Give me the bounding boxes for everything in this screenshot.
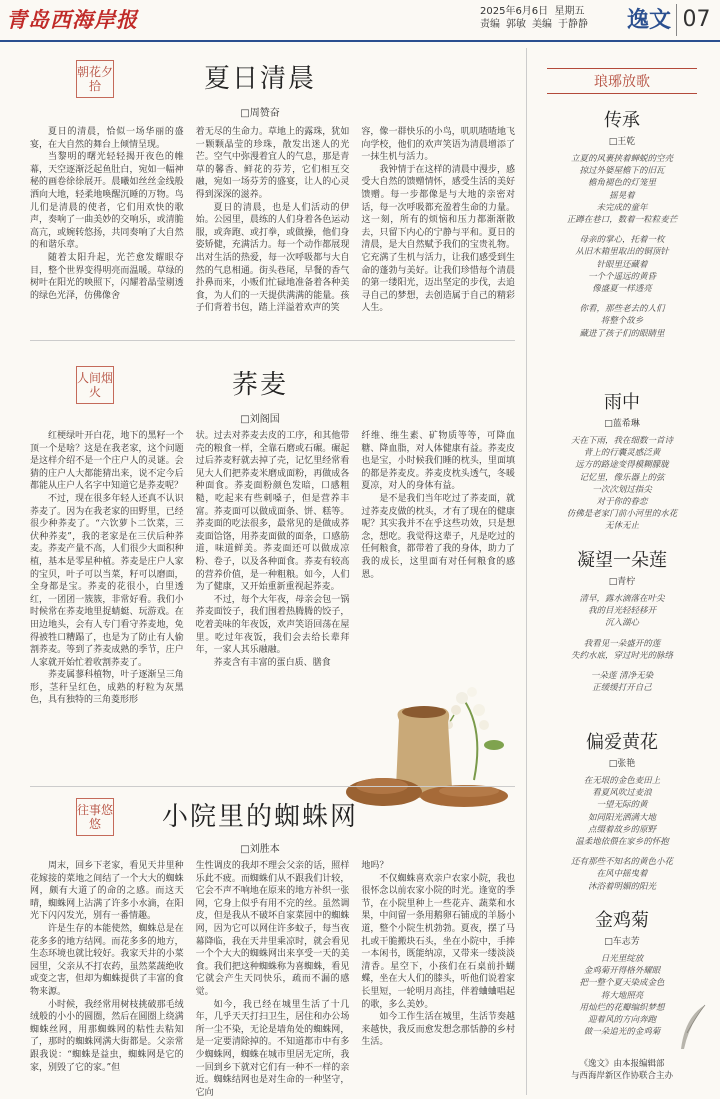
text-column: 着无尽的生命力。草地上的露珠，犹如一颗颗晶莹的珍珠，散发出迷人的光芒。空气中弥漫着宜人的气息，那是青草的馨香、鲜花的芬芳，它们相互交融，宛如一场芬芳的盛宴，让人的心灵得到深深的滋养。 夏日的清晨，也是人们活动的伊始。公园里，晨练的人们身着各色运动服，或奔跑、或打拳，或做操，他们身姿矫健，充满活力。每一个动作都展现出对生活的热爱，每一次呼吸都与大自然的气息相通。街头巷尾，早餐的香气扑鼻而来，小贩们忙碌地准备着各种美食，为人们的一天提供满满的能量。孩子们背着书包，踏上洋溢着欢声的笑	[195, 127, 350, 314]
poem-line: 金鸡菊开得格外耀眼	[583, 966, 661, 977]
poem-line: 针眼里还藏着	[596, 259, 648, 270]
poem-line: 像盛夏一样透亮	[592, 284, 652, 295]
poem-line: 仿佛是老家门前小河里的水花	[566, 509, 678, 520]
section-name: 逸文	[627, 8, 672, 33]
poem-line: 一次次划过指尖	[592, 484, 652, 495]
poem-author: □王乾	[608, 137, 636, 147]
poem-author: □青柠	[608, 577, 636, 587]
article-divider	[30, 340, 515, 341]
poem	[527, 728, 717, 893]
article-body	[30, 860, 516, 1098]
stanza-gap	[527, 226, 717, 234]
text-column: 容，像一群快乐的小鸟，叽叽喳喳地飞向学校，他们的欢声笑语为清晨增添了一抹生机与活力。 我钟情于在这样的清晨中漫步，感受大自然的馈赠情怀，感受生活的美好馈赠。每一步都像是与大地的亲密对话，每一次呼吸都充盈着生命的力量。这一刻，所有的烦恼和压力都渐渐散去，只留下内心的宁静与平和。夏日的清晨，是大自然赋予我们的宝贵礼物。它充满了生机与活力，让我们感受到生命的蓬勃与美好。让我们珍惜每个清晨的第一缕阳光，迈出坚定的步伐，去追寻自己的梦想，去创造属于自己的精彩人生。	[361, 127, 516, 314]
article-title: 荞麦	[231, 370, 288, 400]
poem-title: 凝望一朵莲	[577, 550, 667, 571]
poem-line: 天在下雨，我在细数一首诗	[570, 436, 673, 446]
text-column: 生性调皮的我却不理会父亲的话，照样乐此不疲。而蜘蛛们从不跟我们计较，它会不声不响地在原来的地方补织一张网，它身上似乎有用不完的丝。虽然调皮，但是我从不破坏自家菜园中的蜘蛛网，因为它可以网住许多蚊子，每当夜幕降临，我在天井里乘凉时，就会看见一个个大大的蜘蛛网出来享受一天的美食。我们把这种蜘蛛称为喜蜘蛛，看见它就会产生天同快乐，疏而不漏的感觉。 如今，我已经在城里生活了十几年，几乎天天打扫卫生，居住和办公场所一尘不染，无论是墙角处的蜘蛛网，是一定要清除掉的。不知道都市中有多少蜘蛛网，蜘蛛在城市里居无定所，我一回到乡下就对它们有一种不一样的亲近。蜘蛛结网也是对生命的一种坚守，它向	[195, 861, 350, 1098]
sidebar-footnote: 《逸文》由本报编辑部 与西海岸新区作协联合主办	[570, 1059, 673, 1081]
poem-line: 用灿烂的花瓣编织梦想	[579, 1002, 665, 1013]
designer-label: 美编	[532, 19, 552, 30]
main-articles	[0, 48, 520, 1098]
poem-line: 还有那些不知名的黄色小花	[570, 857, 673, 868]
poem-line: 清早，露水滴落在叶尖	[579, 594, 665, 604]
poem-line: 日光里绽放	[600, 954, 644, 964]
article-body	[30, 126, 515, 336]
text-column: 纤维、维生素、矿物质等等，可降血糖、降血脂，对人体健康有益。荞麦皮也是宝，小时候我们睡的枕头，里面填的都是荞麦皮。荞麦皮枕头透气，冬暖夏凉，对人的身体有益。 是不是我们当年吃过了荞麦面，就过荞麦皮做的枕头，才有了现在的健康呢？其实我并不在乎这些功效，只是想念，想吃。我觉得这辈子，凡是吃过的任何粮食，都带着了我的身体，助力了我的成长，这里面有对任何粮食的感恩。	[361, 431, 516, 580]
poem-line: 在无垠的金色麦田上	[583, 776, 661, 786]
poem-line: 在风中摇曳着	[596, 869, 648, 880]
article-title: 小院里的蜘蛛网	[161, 802, 358, 832]
stanza-gap	[527, 295, 717, 303]
poem-line: 将大地照亮	[600, 990, 644, 1001]
poem-line: 檐角褪色的灯笼里	[587, 178, 656, 189]
poem-line: 你看，那些老去的人们	[579, 304, 665, 315]
poem-line: 背上的行囊灵感泛黄	[583, 448, 661, 459]
poem-line: 远方的路途变得模糊朦胧	[575, 460, 669, 471]
poem-line: 一望无际的黄	[596, 800, 648, 811]
poem-line: 温柔地依偎在家乡的怀抱	[575, 837, 669, 848]
stanza-gap	[527, 662, 717, 670]
poem	[527, 106, 717, 340]
poem-line: 把一整个夏天染成金色	[579, 978, 665, 989]
designer-name: 于静静	[558, 19, 588, 30]
article-author: □刘阁国	[240, 414, 280, 425]
text-column: 红梗绿叶开白花，地下的黑籽一个顶一个是啥？这是在我老家，这个问题是这样介绍不是一个庄户人的灵谜。会猜的庄户人大都能猜出来，说不定今后都能从庄户人名字中知道它是荞麦呢？ 不过，现在很多年轻人还真不认识荞麦了。因为在我老家的田野里，已经很少种荞麦了。“六饮萝卜二饮菜，三伏种荞麦”，我的老家是在三伏后种荞麦。荞麦产量不高，人们很少大面积种植，基本是零星种植。荞麦是庄户人家的宝贝，叶子可以当菜，籽可以磨面，全身都是宝。荞麦的花很小，白里透红，一团团一簇簇，非常好看。我们小时候常在荞麦地里捉蜻蜓、玩游戏。在田边地头，会有人专门看守荞麦地，免得被牲口糟蹋了，也是为了防止有人偷割荞麦。等到了荞麦成熟的季节，庄户人家就开始忙着收割荞麦了。 荞麦属蓼科植物，叶子逐渐呈三角形，茎秆呈红色，成熟的籽粒为灰黑色，具有独特的三角菱形形	[30, 431, 184, 706]
stanza-gap	[527, 848, 717, 856]
article-spider-web	[0, 790, 520, 1098]
poem-title: 偏爱黄花	[586, 732, 658, 753]
column-tag: 朝花夕拾	[76, 60, 114, 98]
poem-line: 正蹲在巷口，数着一粒粒麦芒	[566, 215, 678, 226]
poem-line: 沐浴着明媚的阳光	[587, 881, 656, 892]
sidebar-header: 琅琊放歌	[527, 68, 717, 94]
buckwheat-illustration	[344, 670, 516, 810]
poem-line: 沉入湖心	[604, 618, 639, 629]
poem-line: 点缀着故乡的原野	[587, 824, 656, 835]
poem-line: 将整个故乡	[600, 316, 644, 327]
poem-line: 正缓缓打开自己	[592, 683, 652, 694]
masthead-meta	[480, 5, 594, 31]
article-summer-morning	[0, 48, 520, 338]
poem-line: 迎着风的方向奔跑	[587, 1015, 656, 1026]
poem-line: 我的目光轻轻移开	[587, 606, 656, 617]
poem-line: 一朵莲 清净无染	[590, 671, 654, 682]
poem-author: □车志芳	[604, 937, 640, 947]
poem-line: 做一朵追光的金鸡菊	[583, 1027, 661, 1038]
poem-line: 未完成的童年	[596, 202, 648, 213]
editor-label: 责编	[480, 19, 500, 30]
poem-line: 无休无止	[604, 521, 639, 532]
poem-title: 传承	[604, 110, 640, 131]
poem-line: 看夏风吹过麦浪	[592, 788, 652, 799]
column-tag: 人间烟火	[76, 366, 114, 404]
poem	[527, 388, 717, 533]
poem-line: 我看见一朵盛开的莲	[583, 638, 661, 649]
poem-line: 摇晃着	[609, 190, 635, 201]
poem-line: 掠过外婆屋檐下的旧瓦	[579, 166, 665, 177]
editor-name: 郭敏	[506, 19, 526, 30]
poem-line: 对于你的眷恋	[596, 497, 648, 508]
poetry-sidebar	[526, 48, 716, 1095]
text-column: 夏日的清晨，恰似一场华丽的盛宴，在大自然的舞台上倾情呈现。 当黎明的曙光轻轻揭开夜色的帷幕，天空逐渐泛起鱼肚白，宛如一幅神秘的画卷徐徐展开。晨曦如丝丝金线般洒向大地，轻柔地唤醒沉睡的万物。鸟儿们是清晨的使者，它们用欢快的歌声，奏响了一曲美妙的交响乐，或清脆高亢，或婉转悠扬，共同奏响了大自然的和谐乐章。 随着太阳升起，光芒愈发耀眼夺目，整个世界变得明亮而温暖。草绿的树叶在阳光的映照下，闪耀着晶莹剔透的绿色光泽，仿佛像舍	[30, 127, 184, 301]
column-tag: 往事悠悠	[76, 798, 114, 836]
page-number: 07	[676, 4, 716, 36]
poem-line: 藏进了孩子们的眼睛里	[579, 328, 665, 339]
article-divider	[30, 786, 515, 787]
article-author: □周赞奋	[240, 108, 280, 119]
poem-line: 一个个遥远的黄昏	[587, 271, 656, 282]
poem-line: 如同阳光洒满大地	[587, 812, 656, 823]
issue-date: 2025年6月6日	[480, 6, 549, 17]
masthead	[0, 0, 720, 42]
poem-line: 母亲的掌心，托着一枚	[579, 235, 665, 246]
stanza-gap	[527, 630, 717, 638]
poem-line: 立夏的风裹挟着蝉蜕的空壳	[570, 154, 673, 164]
text-column: 地吗？ 不仅蜘蛛喜欢亲户农家小院，我也很怀念以前农家小院的时光。逢宽的季节，在小院里种上一些花卉、蔬菜和水果，中间留一条用鹅卵石铺成的羊肠小道，整个小院生机勃勃。夏夜，摆了马扎或干脆搬块石头，坐在小院中，手捧一本闲书，既能纳凉，又带来一缕淡淡清香。星空下，小孩们在石桌前扑蝴蝶，坐在大人们的膝头，听他们说着家长里短，一轮明月高挂，伴着蛐蛐唱起的歌，多么美妙。 如今工作生活在城里，生活节奏越来越快，我反而愈发想念那恬静的乡村生活。	[361, 861, 516, 1048]
poem-line: 记忆里，像乐器上的弦	[579, 472, 665, 483]
poem-line: 失约水底，穿过时光的脉络	[570, 650, 673, 661]
poem-title: 金鸡菊	[595, 910, 649, 931]
poem-title: 雨中	[604, 392, 640, 413]
article-author: □刘胜本	[240, 844, 280, 855]
text-column: 周末，回乡下老家，看见天井里种花嫁接的菜地之间结了一个大大的蜘蛛网，颇有大道了的命的之感。而这天晴，蜘蛛网上沾满了许多小水滴，在阳光下闪闪发光，别有一番情趣。 许是生存的本能使然，蜘蛛总是在花多多的地方结网。而花多多的地方，生态环境也就比较好。我家天井的小菜园里，父亲从不打农药，虽然菜蔬绝收或变之害，但却为蜘蛛提供了丰富的食物来源。 小时候，我经常用树枝挑破那毛绒绒般的小小的圆圈，然后在圆圈上绕满蜘蛛丝网，用那蜘蛛网的粘性去粘知了，那时的蜘蛛网满大街都是。父亲常跟我说：“蜘蛛是益虫，蜘蛛网是它的家，别毁了它的家。”但	[30, 861, 184, 1073]
issue-weekday: 星期五	[554, 6, 585, 17]
poem-author: □张艳	[608, 759, 636, 769]
poem-line: 从旧木箱里取出的铜顶针	[575, 247, 669, 258]
article-title: 夏日清晨	[203, 64, 316, 94]
poem-author: □蓝希琳	[604, 419, 640, 429]
newspaper-title: 青岛西海岸报	[6, 7, 138, 32]
quill-icon	[675, 1003, 711, 1053]
text-column: 状。过去对荞麦去皮的工序，和其他带壳的粮食一样，全靠石磨或石碾。碾起过后荞麦籽就去掉了壳，记忆里经常看见大人们把荞麦米磨成面粉，再做成各种面食。荞麦面粉颜色发暗，口感粗糙，吃起来有些刺嗓子，但是营养丰富。荞麦面可以做成面条、饼、糕等。荞麦面的吃法很多，最常见的是做成荞麦面饸饹，用荞麦面做的面条，口感筋道，味道鲜美。荞麦面还可以做成凉粉、卷子，以及各种面食。荞麦有较高的营养价值，是一种粗粮。如今，人们为了健康，又开始重新重视起荞麦。 不过，每个大年夜，母亲会包一锅荞麦面饺子，我们围着热腾腾的饺子，吃着美味的年夜饭，欢声笑语回荡在屋里。吃过年夜饭，我们会去给长辈拜年，一家人其乐融融。 荞麦含有丰富的蛋白质、膳食	[195, 431, 350, 668]
poem	[527, 546, 717, 694]
